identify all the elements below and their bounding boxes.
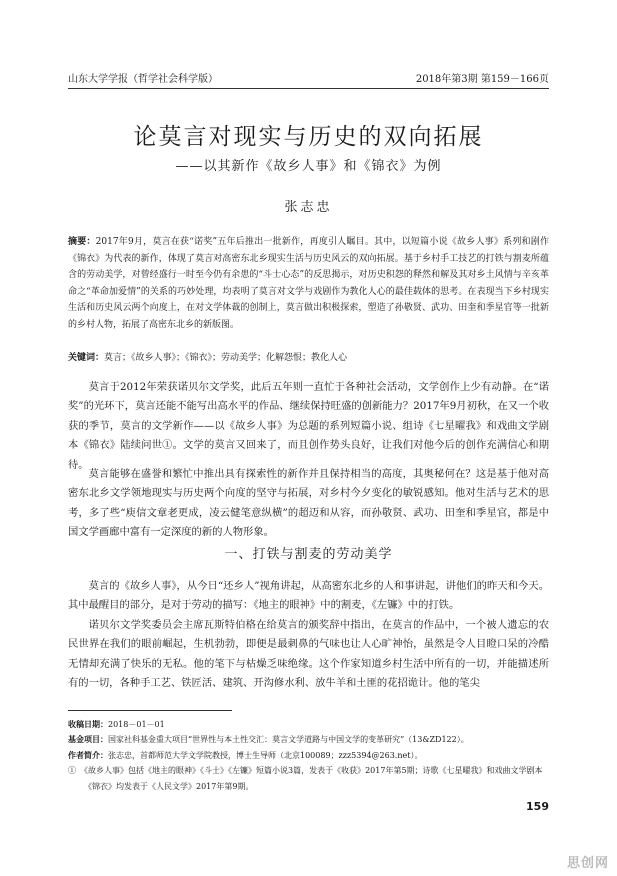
footnote-1: ① 《故乡人事》包括《地主的眼神》《斗士》《左镰》短篇小说3篇，发表于《收获》2017年第5期；诗歌《七星曜我》和戏曲文学剧本《锦衣》均发表于《人民文学》2017年第9期。: [68, 766, 543, 791]
body-paragraph-4: 诺贝尔文学奖委员会主席瓦斯特伯格在给莫言的颁奖辞中指出，在莫言的作品中，一个被人遗忘的农民世界在我们的眼前崛起，生机勃勃，即便是最刺鼻的气味也让人心旷神怡，虽然是令人目瞪口呆的冷酷无情却充满了快乐的无私。他的笔下与枯燥乏味绝缘。这个作家知道乡村生活中所有的一切，并能描述所有的一切，各种手工艺、铁匠活、建筑、开沟修水利、放牛羊和土匪的花招诡计。他的笔尖: [68, 619, 549, 690]
author-bio: [68, 748, 549, 763]
fund-label: 基金项目：: [68, 735, 108, 745]
author-bio-label: 作者简介：: [68, 750, 108, 760]
page-number: 159: [526, 800, 549, 813]
journal-name: 山东大学学报（哲学社会科学版）: [68, 74, 218, 85]
abstract-label: 摘要：: [68, 237, 96, 247]
body-paragraph-3: 莫言的《故乡人事》，从今日“还乡人”视角讲起，从高密东北乡的人和事讲起，讲他们的昨天和今天。其中最醒目的部分，是对于劳动的描写：《地主的眼神》中的割麦，《左镰》中的打铁。: [68, 580, 549, 612]
footnote-divider: [68, 710, 232, 711]
abstract: [68, 234, 549, 334]
author-bio-value: 张志忠，首都师范大学文学院教授，博士生导师（北京100089；zzz5394@263.net）。: [108, 750, 423, 760]
received-date: [68, 717, 549, 732]
fund-info: [68, 732, 549, 747]
author-name: 张志忠: [284, 200, 333, 215]
keywords-label: 关键词：: [68, 353, 105, 363]
article-title: 论莫言对现实与历史的双向拓展: [133, 124, 484, 150]
section-heading: 一、打铁与割麦的劳动美学: [224, 547, 393, 562]
abstract-text: 2017年9月，莫言在获“诺奖”五年后推出一批新作，再度引人瞩目。其中，以短篇小说《故乡人事》系列和剧作《锦衣》为代表的新作，体现了莫言对高密东北乡现实生活与历史风云的双向拓展。基于乡村手工技艺的打铁与割麦所蕴含的劳动美学，对曾经盛行一时至今仍有余患的“斗士心态”的反思揭示，对历史积怨的释然和解及其对乡土风情与辛亥革命之“革命加爱情”的关系的巧妙处理，均表明了莫言对文学与戏剧作为教化人心的最佳载体的思考。在表现当下乡村现实生活和历史风云两个向度上，在对文学体裁的创制上，莫言做出积极探索，塑造了孙敬贤、武功、田奎和季星官等一批新的乡村人物，拓展了高密东北乡的新版图。: [68, 237, 549, 330]
fund-value: 国家社科基金重大项目“世界性与本土性交汇：莫言文学道路与中国文学的变革研究”（13&ZD122）。: [108, 735, 469, 745]
keywords: [68, 350, 549, 366]
received-value: 2018－01－01: [108, 720, 165, 729]
body-paragraph-1: 莫言于2012年荣获诺贝尔文学奖，此后五年则一直忙于各种社会活动，文学创作上少有动静。在“诺奖”的光环下，莫言还能不能写出高水平的作品、继续保持旺盛的创新能力？2017年9月初秋，在又一个收获的季节，莫言的文学新作——以《故乡人事》为总题的系列短篇小说、组诗《七星曜我》和戏曲文学剧本《锦衣》陆续问世①。文学的莫言又回来了，而且创作势头良好，让我们对他今后的创作充满信心和期待。: [68, 381, 549, 471]
body-paragraph-2: 莫言能够在盛誉和繁忙中推出具有探索性的新作并且保持相当的高度，其奥秘何在？这是基于他对高密东北乡文学领地现实与历史两个向度的坚守与拓展，对乡村今夕变化的敏锐感知。他对生活与艺术的思考，多了些“庾信文章老更成，凌云健笔意纵横”的超迈和从容，而孙敬贤、武功、田奎和季星官，都是中国文学画廊中富有一定深度的新的人物形象。: [68, 468, 549, 539]
watermark: 思创网: [566, 856, 609, 871]
article-subtitle: ——以其新作《故乡人事》和《锦衣》为例: [175, 159, 442, 174]
footnotes: [68, 717, 549, 794]
keywords-text: 莫言；《故乡人事》；《锦衣》；劳动美学；化解怨恨；教化人心: [104, 353, 348, 363]
received-label: 收稿日期：: [68, 720, 108, 729]
running-head: [68, 72, 549, 89]
issue-info: 2018年第3期 第159－166页: [415, 74, 549, 85]
